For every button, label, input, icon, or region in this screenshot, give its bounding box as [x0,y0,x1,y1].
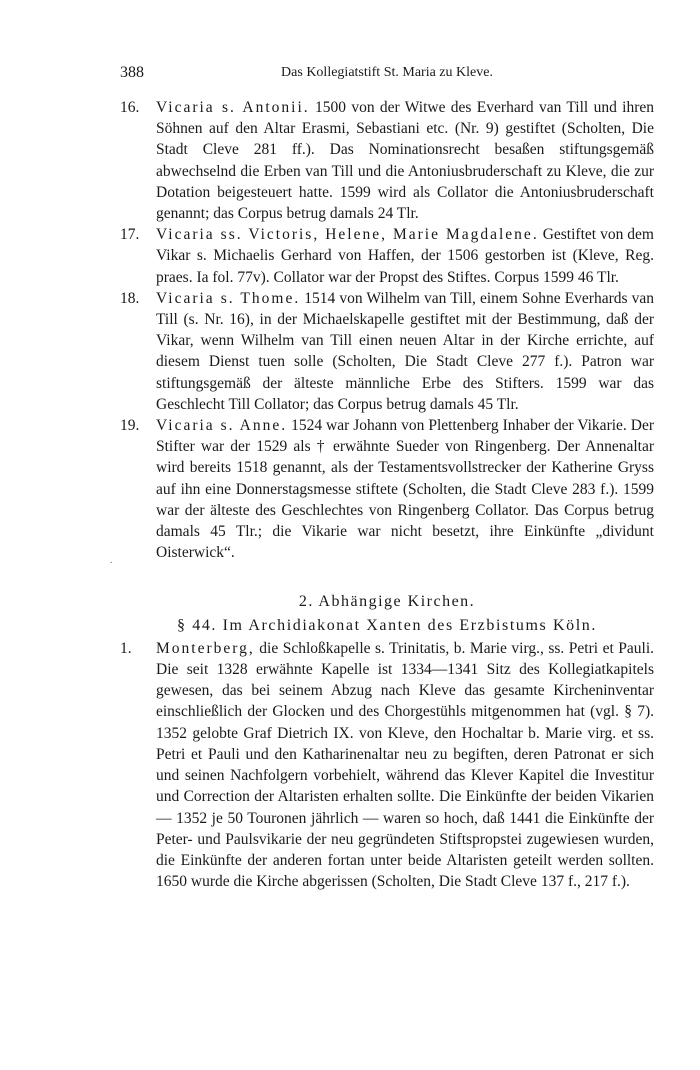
entry-text: 1524 war Johann von Plettenberg Inhaber der Vikarie. Der Stifter war der 1529 als † erwähnte Sueder von Ringenberg. Der Annenaltar wird bereits 1518 genannt, als der Testamentsvollstrecker der Katherine Gryss auf ihn eine Donnerstagsmesse stiftete (Scholten, die Stadt Cleve 283 f.). 1599 war der älteste des Geschlechtes von Ringenberg Collator. Das Corpus betrug damals 45 Tlr.; die Vikarie war nicht besetzt, ihre Einkünfte „dividunt Oisterwick“. [156,417,654,562]
entry-monterberg [120,638,654,892]
entry-number: 1. [120,639,132,657]
entry-title: Monterberg, [156,639,255,657]
entry-number: 17. [120,226,140,244]
entry-vicaria-anne [120,415,654,563]
entry-title: Vicaria s. Thome. [156,289,301,307]
entry-vicaria-victoris [120,224,654,288]
margin-mark: . [110,555,113,566]
entry-title: Vicaria s. Anne. [156,417,288,435]
entry-vicaria-thome [120,288,654,415]
entry-text: 1514 von Wilhelm van Till, einem Sohne Everhards van Till (s. Nr. 16), in der Michaelskapelle gestiftet mit der Bestimmung, daß der Vikar, wenn Wilhelm van Till einen neuen Altar in der Kirche errichte, auf diesem Dienst tuen solle (Scholten, Die Stadt Cleve 277 f.). Patron war stiftungsgemäß der älteste männliche Erbe des Stifters. 1599 war das Geschlecht Till Collator; das Corpus betrug damals 45 Tlr. [156,289,654,413]
page-number: 388 [120,64,144,81]
body-text [120,97,654,892]
running-title: Das Kollegiatstift St. Maria zu Kleve. [281,65,493,80]
entry-number: 16. [120,99,140,116]
entry-title: Vicaria s. Antonii. [156,99,310,116]
entry-text: Gestiftet von dem Vikar s. Michaelis Gerhard von Haffen, der 1506 gestorben ist (Kleve, Reg. praes. Ia fol. 77v). Collator war der Propst des Stiftes. Corpus 1599 46 Tlr. [156,226,654,286]
entry-text: 1500 von der Witwe des Everhard van Till und ihren Söhnen auf den Altar Erasmi, Sebastiani etc. (Nr. 9) gestiftet (Scholten, Die Stadt Cleve 281 ff.). Das Nominationsrecht besaßen stiftungsgemäß abwechselnd die Erben van Till und die Antoniusbruderschaft zu Kleve, die zur Dotation beigesteuert hatte. 1599 wird als Collator die Antoniusbruderschaft genannt; das Corpus betrug damals 24 Tlr. [156,99,654,223]
entry-vicaria-antonii [120,97,654,224]
entry-title: Vicaria ss. Victoris, Helene, Marie Magdalene. [156,226,539,244]
entry-number: 18. [120,289,140,307]
subsection-heading: § 44. Im Archidiakonat Xanten des Erzbistums Köln. [177,616,597,634]
running-head [120,64,654,88]
entry-number: 19. [120,417,140,435]
entry-text: die Schloßkapelle s. Trinitatis, b. Marie virg., ss. Petri et Pauli. Die seit 1328 erwähnte Kapelle ist 1334—1341 Sitz des Kollegiatkapitels gewesen, das bei seinem Abzug nach Kleve das gesamte Kircheninventar einschließlich der Glocken und des Chorgestühls mitgenommen hat (vgl. § 7). 1352 gelobte Graf Dietrich IX. von Kleve, den Hochaltar b. Marie virg. et ss. Petri et Pauli und den Katharinenaltar neu zu begiften, deren Patronat er sich und seinen Nachfolgern vorbehielt, während das Klever Kapitel die Investitur und Correction der Altaristen erhalten sollte. Die Einkünfte der beiden Vikarien — 1352 je 50 Touronen jährlich — waren so hoch, daß 1441 die Einkünfte der Peter- und Paulsvikarie der neu gegründeten Stiftspropstei zugewiesen wurden, die Einkünfte der anderen fortan unter beide Altaristen geteilt werden sollten. 1650 wurde die Kirche abgerissen (Scholten, Die Stadt Cleve 137 f., 217 f.). [156,639,654,891]
section-heading: 2. Abhängige Kirchen. [298,593,476,611]
